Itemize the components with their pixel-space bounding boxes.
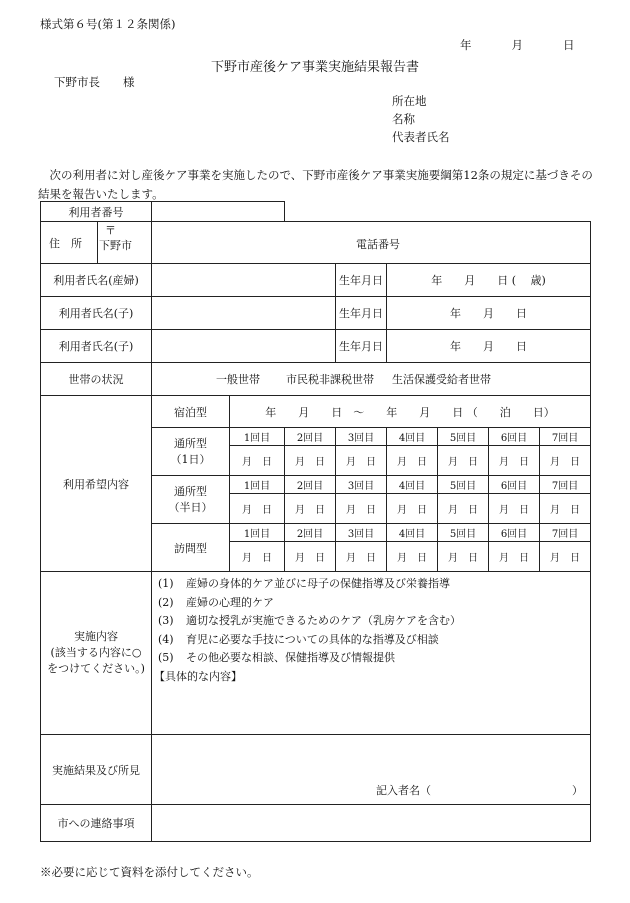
wish-label: 利用希望内容 [41, 396, 152, 572]
visit-6-label: 6回目 [489, 476, 540, 494]
visit-5-label: 5回目 [438, 476, 489, 494]
result-label: 実施結果及び所見 [41, 735, 152, 805]
visit-4-label: 4回目 [387, 476, 438, 494]
visit-2-label: 2回目 [285, 476, 336, 494]
visit-date-field[interactable]: 月 日 [540, 542, 591, 572]
sender-rep-label: 代表者氏名 [392, 130, 450, 144]
report-form-table [40, 201, 591, 842]
visit-date-field[interactable]: 月 日 [336, 494, 387, 524]
implementation-label: 実施内容 (該当する内容に○をつけてください。) [41, 572, 152, 735]
postal-mark: 〒 [105, 224, 116, 237]
visit-4-label: 4回目 [387, 428, 438, 446]
visit-1-label: 1回目 [230, 476, 285, 494]
visit-7-label: 7回目 [540, 428, 591, 446]
visit-2-label: 2回目 [285, 524, 336, 542]
mother-birthdate-label: 生年月日 [336, 264, 387, 297]
implementation-item-1[interactable]: (1) 産婦の身体的ケア並びに母子の保健指導及び栄養指導 [158, 577, 450, 590]
visit-4-label: 4回目 [387, 524, 438, 542]
intro-text: 次の利用者に対し産後ケア事業を実施したので、下野市産後ケア事業実施要綱第12条の規定に基づきその結果を報告いたします。 [38, 168, 593, 201]
stay-period-field[interactable]: 年 月 日 ～ 年 月 日 （ 泊 日） [230, 396, 591, 428]
footnote: ※必要に応じて資料を添付してください。 [40, 865, 259, 879]
visit-date-field[interactable]: 月 日 [540, 494, 591, 524]
visit-date-field[interactable]: 月 日 [438, 446, 489, 476]
visit-6-label: 6回目 [489, 428, 540, 446]
child-name-label: 利用者氏名(子) [41, 297, 152, 330]
household-option-general[interactable]: 一般世帯 [216, 373, 260, 386]
user-number-field[interactable] [152, 202, 285, 222]
visit-date-field[interactable]: 月 日 [489, 446, 540, 476]
visit-3-label: 3回目 [336, 428, 387, 446]
stay-type-label: 宿泊型 [152, 396, 230, 428]
sender-address-label: 所在地 [392, 94, 427, 108]
child-name-field[interactable] [152, 297, 336, 330]
household-options [152, 363, 591, 396]
visit-date-field[interactable]: 月 日 [230, 494, 285, 524]
child-name-field[interactable] [152, 330, 336, 363]
visit-2-label: 2回目 [285, 428, 336, 446]
mother-name-field[interactable] [152, 264, 336, 297]
visit-5-label: 5回目 [438, 524, 489, 542]
child-birthdate-label: 生年月日 [336, 297, 387, 330]
visit-7-label: 7回目 [540, 476, 591, 494]
sender-name-label: 名称 [392, 112, 415, 126]
city-label: 下野市 [99, 239, 132, 252]
recorder-close: ） [572, 784, 583, 797]
implementation-item-3[interactable]: (3) 適切な授乳が実施できるためのケア（乳房ケアを含む） [158, 614, 461, 627]
report-date [460, 37, 575, 53]
date-year-label: 年 [460, 38, 472, 52]
visit-date-field[interactable]: 月 日 [336, 542, 387, 572]
address-label: 住 所 〒 下野市 [41, 222, 152, 264]
implementation-item-5[interactable]: (5) その他必要な相談、保健指導及び情報提供 [158, 651, 395, 664]
visit-date-field[interactable]: 月 日 [489, 542, 540, 572]
visit-date-field[interactable]: 月 日 [230, 446, 285, 476]
document-title: 下野市産後ケア事業実施結果報告書 [210, 60, 419, 75]
household-label: 世帯の状況 [41, 363, 152, 396]
visit-date-field[interactable]: 月 日 [230, 542, 285, 572]
mother-birthdate-field[interactable]: 年 月 日 ( 歳) [387, 264, 591, 297]
contact-label: 市への連絡事項 [41, 805, 152, 842]
visit-date-field[interactable]: 月 日 [387, 494, 438, 524]
visit-date-field[interactable]: 月 日 [387, 446, 438, 476]
addressee: 下野市長 様 [54, 75, 135, 89]
daycare-full-label: 通所型 （1日） [152, 428, 230, 476]
daycare-half-label: 通所型 （半日） [152, 476, 230, 524]
specific-content-label: 【具体的な内容】 [154, 669, 242, 683]
household-option-tax-exempt[interactable]: 市民税非課税世帯 [286, 373, 374, 386]
contact-field[interactable] [152, 805, 591, 842]
visit-6-label: 6回目 [489, 524, 540, 542]
implementation-item-2[interactable]: (2) 産婦の心理的ケア [158, 595, 274, 609]
visit-5-label: 5回目 [438, 428, 489, 446]
mother-name-label: 利用者氏名(産婦) [41, 264, 152, 297]
form-id: 様式第６号(第１２条関係) [40, 17, 176, 31]
recorder-label: 記入者名（ [376, 784, 431, 797]
child-name-label: 利用者氏名(子) [41, 330, 152, 363]
visit-date-field[interactable]: 月 日 [285, 446, 336, 476]
visit-type-label: 訪問型 [152, 524, 230, 572]
address-field[interactable] [152, 222, 591, 264]
phone-label: 電話番号 [356, 238, 400, 251]
visit-date-field[interactable]: 月 日 [489, 494, 540, 524]
date-day-label: 日 [563, 38, 575, 52]
implementation-item-4[interactable]: (4) 育児に必要な手技についての具体的な指導及び相談 [158, 632, 439, 646]
result-field[interactable] [152, 735, 591, 805]
visit-date-field[interactable]: 月 日 [438, 542, 489, 572]
visit-3-label: 3回目 [336, 476, 387, 494]
visit-1-label: 1回目 [230, 524, 285, 542]
child-birthdate-label: 生年月日 [336, 330, 387, 363]
visit-date-field[interactable]: 月 日 [438, 494, 489, 524]
visit-date-field[interactable]: 月 日 [336, 446, 387, 476]
child-birthdate-field[interactable]: 年 月 日 [387, 330, 591, 363]
visit-date-field[interactable]: 月 日 [285, 542, 336, 572]
visit-date-field[interactable]: 月 日 [387, 542, 438, 572]
visit-1-label: 1回目 [230, 428, 285, 446]
implementation-list [152, 572, 591, 735]
visit-date-field[interactable]: 月 日 [285, 494, 336, 524]
visit-3-label: 3回目 [336, 524, 387, 542]
visit-date-field[interactable]: 月 日 [540, 446, 591, 476]
visit-7-label: 7回目 [540, 524, 591, 542]
implementation-note: (該当する内容に○をつけてください。) [47, 646, 145, 675]
user-number-label: 利用者番号 [41, 202, 152, 222]
child-birthdate-field[interactable]: 年 月 日 [387, 297, 591, 330]
date-month-label: 月 [511, 38, 523, 52]
household-option-welfare[interactable]: 生活保護受給者世帯 [392, 373, 491, 386]
